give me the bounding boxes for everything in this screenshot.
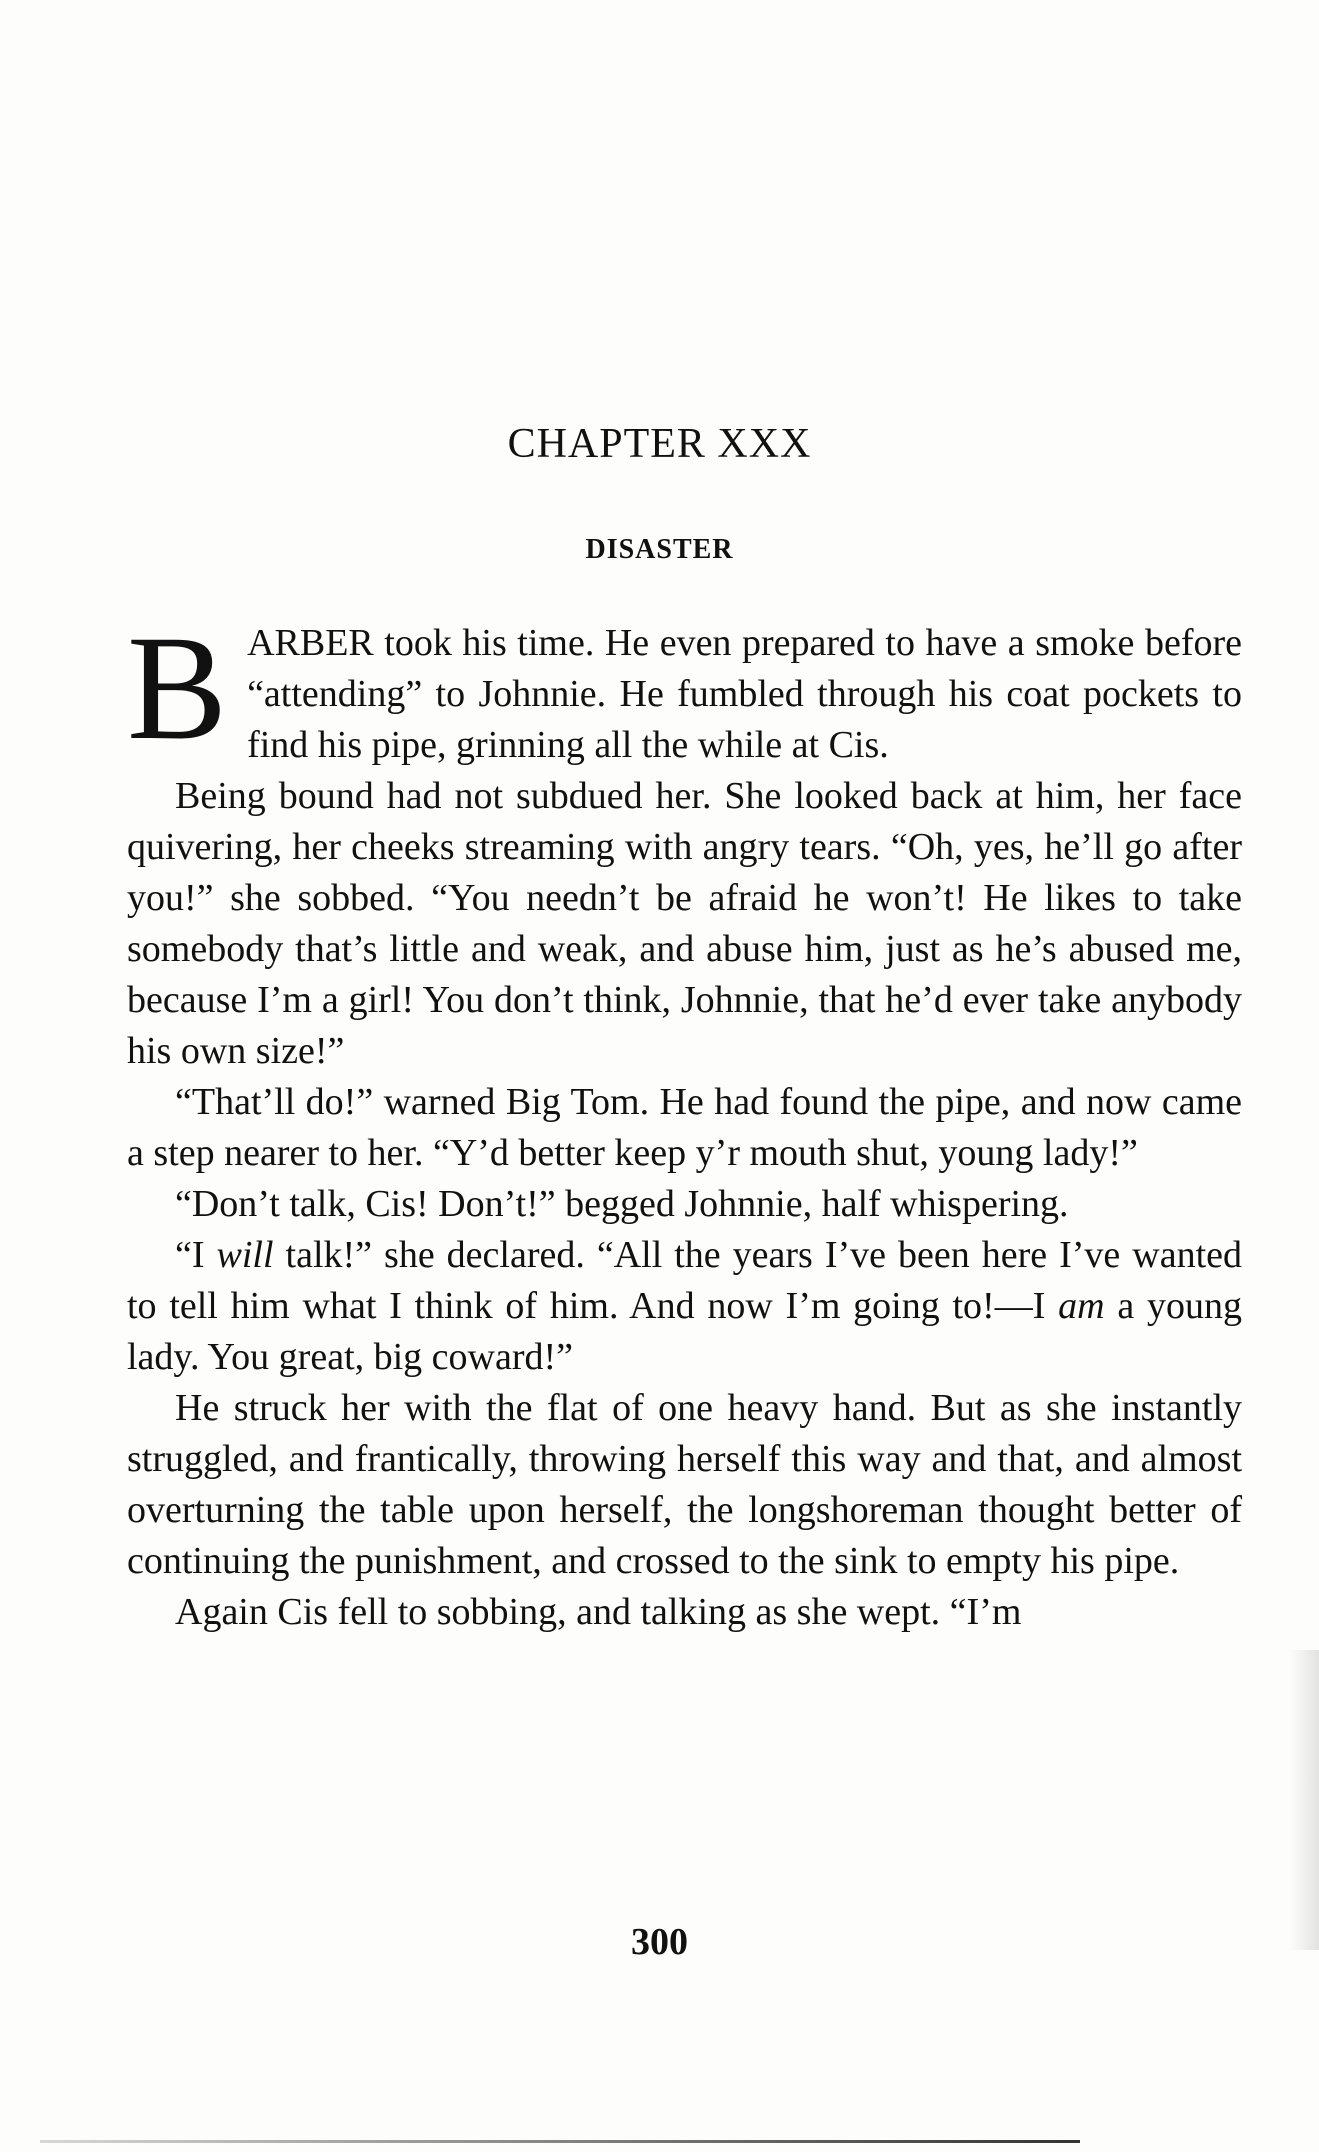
paragraph-text: talk!” she declared. “All the years I’ve been here I’ve wanted to tell him what I think of him. And now I’m going to!—I xyxy=(127,1234,1242,1327)
paragraph: Again Cis fell to sobbing, and talking as she wept. “I’m xyxy=(175,1591,1022,1633)
body-text xyxy=(127,605,1242,1638)
emphasis-text: will xyxy=(216,1234,274,1276)
paragraph-text: ARBER took his time. He even prepared to have a smoke before “attending” to Johnnie. He fumbled through his coat pockets to find his pipe, grinning all the while at Cis. xyxy=(247,622,1242,766)
scan-artifact xyxy=(1289,1650,1319,1950)
paragraph-text: “I xyxy=(175,1234,217,1276)
page-number: 300 xyxy=(631,1921,688,1963)
chapter-heading: CHAPTER XXX xyxy=(507,421,812,467)
paragraph: “That’ll do!” warned Big Tom. He had found the pipe, and now came a step nearer to her. “Y’d better keep y’r mouth shut, young lady!” xyxy=(127,1081,1242,1174)
paragraph xyxy=(127,605,1242,771)
scan-edge-line xyxy=(40,2140,1080,2143)
drop-cap: B xyxy=(127,605,228,771)
paragraph xyxy=(127,1230,1242,1383)
paragraph: “Don’t talk, Cis! Don’t!” begged Johnnie, half whispering. xyxy=(175,1183,1069,1225)
paragraph: Being bound had not subdued her. She looked back at him, her face quivering, her cheeks streaming with angry tears. “Oh, yes, he’ll go after you!” she sobbed. “You needn’t be afraid he won’t! He likes to take somebody that’s little and weak, and abuse him, just as he’s abused me, because I’m a girl! You don’t think, Johnnie, that he’d ever take anybody his own size!” xyxy=(127,775,1242,1072)
chapter-title: DISASTER xyxy=(585,534,734,565)
paragraph-text: a young lady. You great, big coward!” xyxy=(127,1285,1242,1378)
paragraph: He struck her with the flat of one heavy hand. But as she instantly struggled, and frantically, throwing herself this way and that, and almost overturning the table upon herself, the longshoreman thought better of continuing the punishment, and crossed to the sink to empty his pipe. xyxy=(127,1387,1242,1582)
emphasis-text: am xyxy=(1058,1285,1105,1327)
